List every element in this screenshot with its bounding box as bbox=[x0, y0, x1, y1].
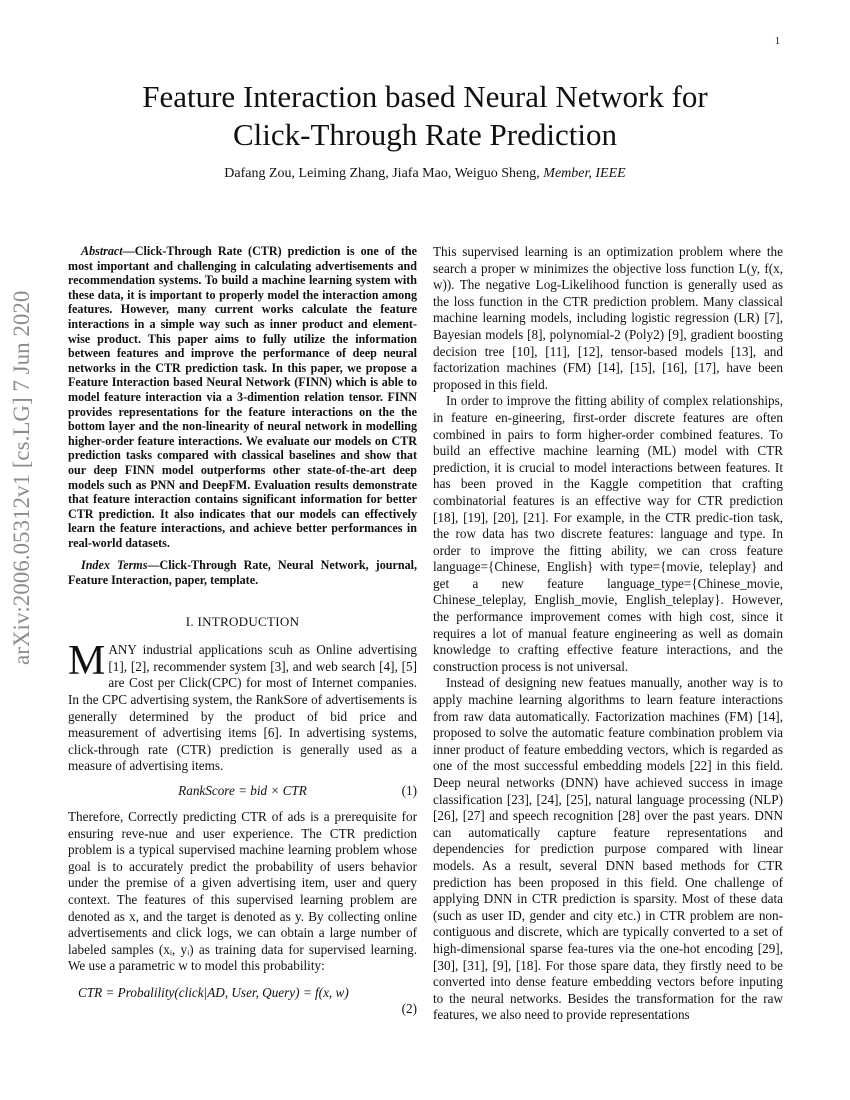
equation-2-expression: CTR = Probalility(click|AD, User, Query) = f(x, w) bbox=[78, 984, 349, 1000]
index-terms-label: Index Terms bbox=[81, 558, 148, 573]
paper-title bbox=[60, 78, 790, 154]
equation-2 bbox=[68, 979, 417, 1017]
equation-1-expression: RankScore = bid × CTR bbox=[178, 783, 307, 798]
right-paragraph-2: In order to improve the fitting ability of complex relationships, in feature en-gineering, first-order discrete features are often combined in pairs to form higher-order combined features. To build an effective machine learning (ML) model with CTR prediction, it is crucial to model interactions between features. It has been proved in the Kaggle competition that crafting combinatorial features is an effective way for CTR prediction [18], [19], [20], [21]. For example, in the CTR predic-tion task, the row data has two discrete features: language and type. In order to improve the fitting ability, we can cross feature language={Chinese, English} with type={movie, teleplay} and get a new feature language_type={Chinese_movie, Chinese_teleplay, English_movie, English_teleplay}. However, the performance improvement comes with high cost, since it requires a lot of manual feature engineering as well as domain knowledge to crafting effective feature interactions, and the construction process is not universal. bbox=[433, 393, 783, 674]
right-paragraph-1: This supervised learning is an optimization problem where the search a proper w minimizes the objective loss function L(y, f(x, w)). The negative Log-Likelihood function is generally used as the loss function in the CTR prediction problem. Many classical machine learning models, including logistic regression (LR) [7], Bayesian models [8], polynomial-2 (Poly2) [9], gradient boosting decision tree [10], [11], [12], tensor-based models [13], and factorization machines (FM) [14], [15], [16], [17], have been proposed in this field. bbox=[433, 244, 783, 392]
author-membership: Member, IEEE bbox=[543, 166, 626, 181]
abstract bbox=[68, 244, 417, 550]
right-paragraph-3: Instead of designing new featues manually, another way is to apply machine learning algorithms to learn feature interactions from raw data automatically. Factorization machines (FM) [14], proposed to solve the automatic feature combination problem via inner product of feature embedding vectors, which is regarded as one of the most successful embedding models [22] in this field. Deep neural networks (DNN) have achieved success in image classification [23], [24], [25], natural language processing (NLP) [26], [27] and speech recognition [28] over the past years. DNN can automatically capture feature representations and dependencies for prediction purpose compared with linear models. As a result, several DNN based methods for CTR prediction has been proposed in this field. One challenge of applying DNN in CTR prediction is sparsity. Most of these data (such as user ID, gender and city etc.) in CTR problem are non-contiguous and discrete, which are typically converted to a set of high-dimensional sparse fea-tures via the one-hot encoding [29], [30], [31], [9], [18]. For those spare data, they firstly need to be converted into dense feature embedding vectors before inputing to the neural networks. Besides the transformation for the raw features, we also need to provide representations bbox=[433, 675, 783, 1023]
page-number: 1 bbox=[775, 36, 780, 47]
abstract-label: Abstract bbox=[81, 244, 123, 258]
title-line-1: Feature Interaction based Neural Network for bbox=[142, 79, 708, 114]
equation-1 bbox=[68, 775, 417, 809]
section-heading-introduction: I. INTRODUCTION bbox=[185, 613, 300, 629]
index-terms-text: —Click-Through Rate, Neural Network, journal, Feature Interaction, paper, template. bbox=[68, 558, 418, 588]
intro-paragraph-1 bbox=[68, 638, 417, 775]
index-terms bbox=[68, 558, 417, 587]
left-column bbox=[68, 244, 417, 1017]
equation-2-number: (2) bbox=[401, 1000, 417, 1016]
equation-1-number: (1) bbox=[401, 783, 417, 798]
intro-paragraph-1-text: ANY industrial applications scuh as Online advertising [1], [2], recommender system [3], and web search [4], [5] are Cost per Click(CPC) for most of Internet companies. In the CPC advertising system, the RankSore of advertisements is generally determined by the product of bid price and measurement of advertising items [6]. In advertising systems, click-through rate (CTR) prediction is generally used as a measure of advertising items. bbox=[68, 642, 417, 774]
right-column bbox=[433, 244, 783, 1024]
title-line-2: Click-Through Rate Prediction bbox=[233, 117, 617, 152]
author-names: Dafang Zou, Leiming Zhang, Jiafa Mao, Weiguo Sheng, bbox=[224, 166, 544, 181]
author-list bbox=[0, 166, 850, 182]
drop-cap: M bbox=[68, 638, 106, 685]
arxiv-identifier: arXiv:2006.05312v1 [cs.LG] 7 Jun 2020 bbox=[9, 290, 34, 665]
abstract-text: —Click-Through Rate (CTR) prediction is one of the most important and challenging in calculating advertisements and recommendation systems. To build a machine learning system with these data, it is important to properly model the interaction among features. However, many current works calculate the feature interactions in a simple way such as inner product and element-wise product. This paper aims to fully utilize the information between features and improve the performance of deep neural networks in the CTR prediction task. In this paper, we propose a Feature Interaction based Neural Network (FINN) which is able to model feature interaction via a 3-dimention relation tensor. FINN provides representations for the feature interactions on the the bottom layer and the non-linearity of neural network in modelling higher-order feature interactions. We evaluate our models on CTR prediction tasks compared with classical baselines and show that our deep FINN model outperforms other state-of-the-art deep models such as PNN and DeepFM. Evaluation results demonstrate that feature interaction contains significant information for better CTR prediction. It also indicates that our models can effectively learn the feature interactions, and achieve better performances in real-world datasets. bbox=[68, 244, 417, 550]
intro-paragraph-2: Therefore, Correctly predicting CTR of ads is a prerequisite for ensuring reve-nue and user experience. The CTR prediction problem is a typical supervised machine learning problem whose goal is to accurately predict the probability of users behavior under the premise of a given advertising item, user and query context. The features of this supervised learning problem are denoted as x, and the target is denoted as y. By collecting online advertisements and click logs, we can obtain a large number of labeled samples (xᵢ, yᵢ) as training data for supervised learning. We use a parametric w to model this probability: bbox=[68, 809, 417, 974]
